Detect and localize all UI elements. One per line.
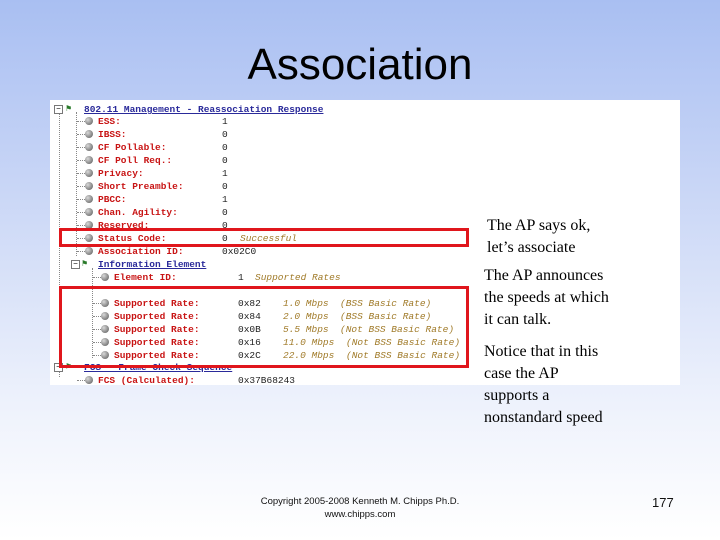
field-value: 1 — [222, 116, 228, 127]
protocol-flag-icon: ⚑ — [66, 362, 72, 372]
copyright-url: www.chipps.com — [324, 509, 396, 520]
rate-description: (Not BSS Basic Rate) — [346, 337, 461, 348]
copyright-notice — [230, 495, 490, 521]
field-value: 0 — [222, 207, 228, 218]
note-line: The AP says ok, — [487, 217, 591, 234]
field-bullet-icon — [85, 143, 93, 151]
tree-branch — [77, 225, 85, 226]
field-bullet-icon — [85, 182, 93, 190]
rate-speed: 5.5 Mbps — [283, 324, 329, 335]
field-value: 0 — [222, 155, 228, 166]
field-bullet-icon — [85, 195, 93, 203]
rate-speed: 1.0 Mbps — [283, 298, 329, 309]
field-value: 0 — [222, 233, 228, 244]
status-code-highlight-box — [59, 228, 469, 247]
field-value: 0 — [222, 181, 228, 192]
collapse-toggle-icon[interactable]: − — [71, 260, 80, 269]
field-value: 0x0B — [238, 324, 261, 335]
note-ok-associate — [487, 215, 590, 259]
rate-description: (Not BSS Basic Rate) — [340, 324, 455, 335]
field-description: Supported Rates — [255, 272, 341, 283]
tree-branch — [77, 186, 85, 187]
tree-branch — [77, 380, 85, 381]
field-bullet-icon — [85, 208, 93, 216]
field-value: 0x02C0 — [222, 246, 257, 257]
note-line: case the AP — [484, 365, 559, 382]
tree-branch — [93, 277, 101, 278]
note-line: the speeds at which — [484, 289, 609, 306]
field-value: 0x2C — [238, 350, 261, 361]
field-bullet-icon — [85, 117, 93, 125]
tree-branch — [77, 147, 85, 148]
tree-branch — [77, 199, 85, 200]
note-line: The AP announces — [484, 267, 604, 284]
field-value: 0x84 — [238, 311, 261, 322]
field-name: Supported Rate: — [114, 350, 200, 361]
fcs-header: FCS - Frame Check Sequence — [84, 362, 233, 373]
rate-speed: 2.0 Mbps — [283, 311, 329, 322]
tree-branch — [77, 212, 85, 213]
field-value: 0x37B68243 — [238, 375, 296, 385]
tree-branch — [77, 173, 85, 174]
field-name: Supported Rate: — [114, 311, 200, 322]
field-name: IBSS: — [98, 129, 127, 140]
note-line: Notice that in this — [484, 343, 599, 360]
tree-branch — [77, 251, 85, 252]
collapse-toggle-icon[interactable]: − — [54, 105, 63, 114]
info-element-header: Information Element — [98, 259, 207, 270]
field-name: Reserved: — [98, 220, 150, 231]
field-value: 0x82 — [238, 298, 261, 309]
field-name: Status Code: — [98, 233, 167, 244]
tree-branch — [77, 134, 85, 135]
field-value: 0 — [222, 142, 228, 153]
note-line: supports a — [484, 387, 550, 404]
tree-branch — [77, 121, 85, 122]
rate-speed: 11.0 Mbps — [283, 337, 335, 348]
note-line: nonstandard speed — [484, 409, 603, 426]
note-line: it can talk. — [484, 311, 552, 328]
field-name: Association ID: — [98, 246, 184, 257]
tree-branch — [77, 160, 85, 161]
field-description: Successful — [240, 233, 298, 244]
field-bullet-icon — [85, 247, 93, 255]
field-bullet-icon — [85, 169, 93, 177]
field-name: Supported Rate: — [114, 324, 200, 335]
field-name: Privacy: — [98, 168, 144, 179]
field-value: 1 — [222, 168, 228, 179]
field-bullet-icon — [85, 156, 93, 164]
field-bullet-icon — [85, 376, 93, 384]
slide-title: Association — [247, 40, 473, 89]
field-name: Supported Rate: — [114, 337, 200, 348]
supported-rates-highlight-box — [59, 286, 469, 368]
field-name: Short Preamble: — [98, 181, 184, 192]
field-name: Element ID: — [114, 272, 177, 283]
field-bullet-icon — [85, 130, 93, 138]
rate-description: (BSS Basic Rate) — [340, 311, 432, 322]
copyright-line: Copyright 2005-2008 Kenneth M. Chipps Ph.D. — [260, 496, 460, 507]
field-value: 1 — [222, 194, 228, 205]
field-name: CF Pollable: — [98, 142, 167, 153]
rate-description: (Not BSS Basic Rate) — [346, 350, 461, 361]
protocol-flag-icon: ⚑ — [82, 259, 88, 269]
rate-description: (BSS Basic Rate) — [340, 298, 432, 309]
field-value: 1 — [238, 272, 244, 283]
collapse-toggle-icon[interactable]: − — [54, 363, 63, 372]
field-bullet-icon — [101, 273, 109, 281]
field-value: 0 — [222, 129, 228, 140]
note-line: let’s associate — [487, 239, 576, 256]
field-name: PBCC: — [98, 194, 127, 205]
field-value: 0x16 — [238, 337, 261, 348]
field-name: CF Poll Req.: — [98, 155, 173, 166]
protocol-flag-icon: ⚑ — [66, 104, 72, 114]
note-ap-announces — [484, 265, 609, 331]
management-header: 802.11 Management - Reassociation Response — [84, 104, 324, 115]
field-name: ESS: — [98, 116, 121, 127]
note-nonstandard-speed — [484, 341, 603, 429]
page-number: 177 — [652, 495, 674, 510]
rate-speed: 22.0 Mbps — [283, 350, 335, 361]
field-value: 0 — [222, 220, 228, 231]
field-name: Chan. Agility: — [98, 207, 178, 218]
field-name: FCS (Calculated): — [98, 375, 195, 385]
field-name: Supported Rate: — [114, 298, 200, 309]
